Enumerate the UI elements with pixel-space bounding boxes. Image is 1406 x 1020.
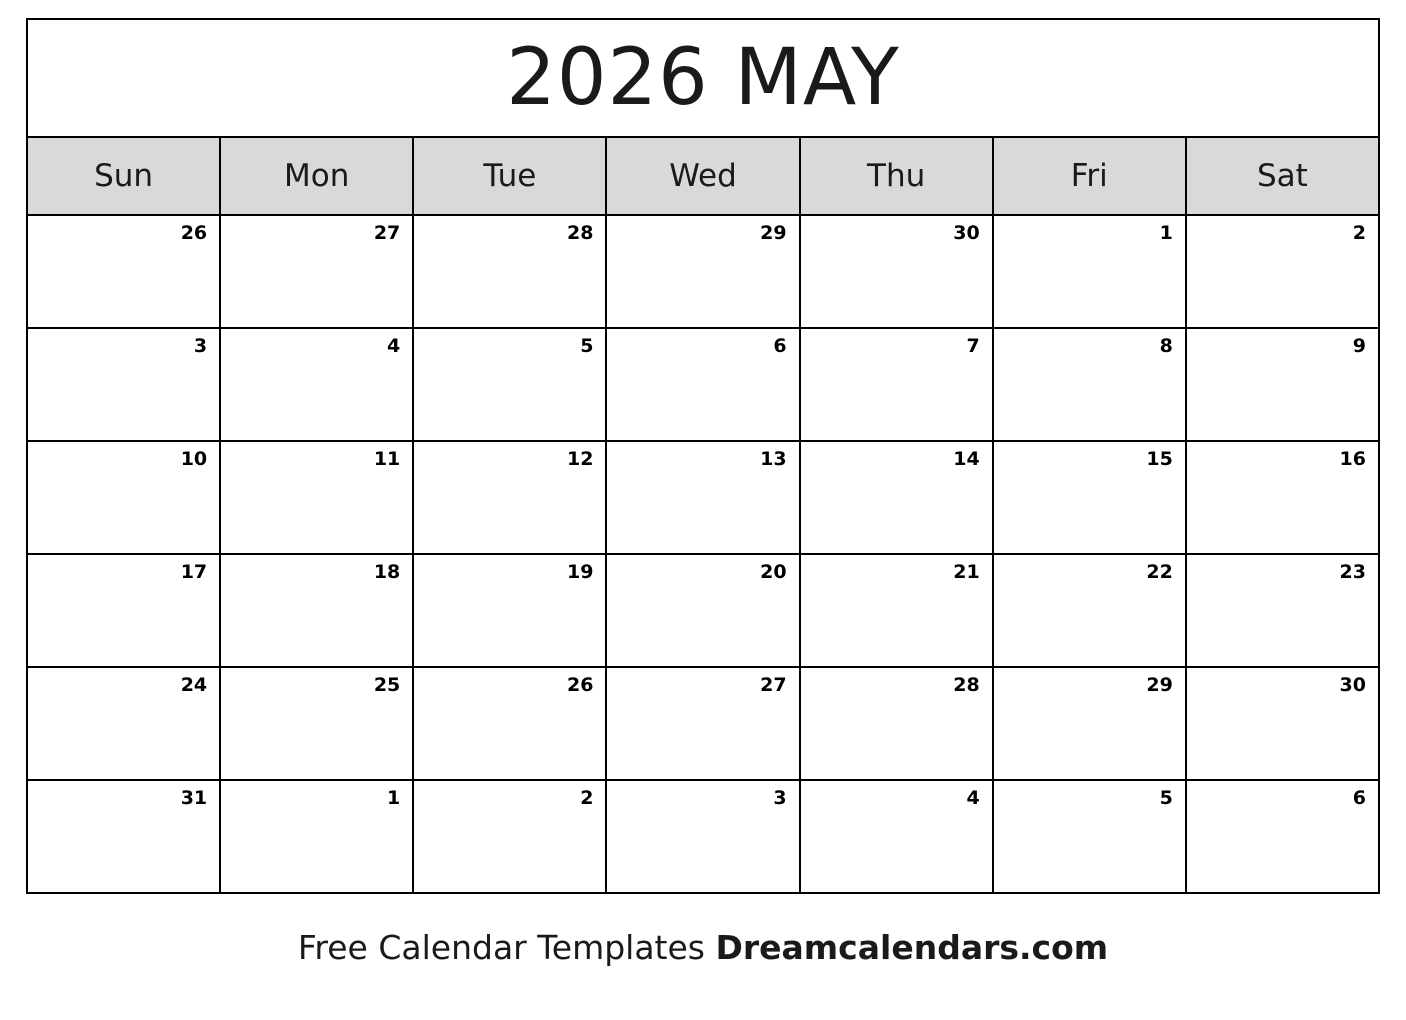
day-number: 1 (387, 787, 401, 809)
calendar-day-cell[interactable] (993, 667, 1186, 780)
day-number: 15 (1146, 448, 1173, 470)
calendar-day-cell[interactable] (1186, 328, 1379, 441)
day-number: 21 (953, 561, 980, 583)
calendar-week-row (27, 554, 1379, 667)
calendar-day-cell[interactable] (27, 215, 220, 328)
day-number: 29 (1146, 674, 1173, 696)
calendar-day-cell[interactable] (27, 441, 220, 554)
calendar-day-cell[interactable] (220, 554, 413, 667)
day-number: 2 (580, 787, 594, 809)
calendar-body (27, 215, 1379, 893)
calendar-day-cell[interactable] (413, 780, 606, 893)
day-number: 18 (373, 561, 401, 583)
day-number: 22 (1146, 561, 1173, 583)
calendar-day-cell[interactable] (1186, 667, 1379, 780)
day-number: 4 (387, 335, 401, 357)
calendar-day-cell[interactable] (220, 780, 413, 893)
calendar-day-cell[interactable] (800, 780, 993, 893)
calendar-day-cell[interactable] (1186, 554, 1379, 667)
calendar-day-cell[interactable] (220, 667, 413, 780)
calendar-day-cell[interactable] (993, 215, 1186, 328)
day-number: 3 (773, 787, 787, 809)
day-number: 4 (966, 787, 980, 809)
day-number: 13 (760, 448, 787, 470)
weekday-header-sat: Sat (1186, 137, 1379, 215)
day-number: 7 (966, 335, 980, 357)
day-number: 6 (773, 335, 787, 357)
day-number: 31 (180, 787, 208, 809)
calendar-day-cell[interactable] (220, 441, 413, 554)
weekday-header-mon: Mon (220, 137, 413, 215)
calendar-day-cell[interactable] (27, 554, 220, 667)
calendar-day-cell[interactable] (993, 780, 1186, 893)
calendar-day-cell[interactable] (606, 667, 799, 780)
calendar-day-cell[interactable] (993, 328, 1186, 441)
calendar-day-cell[interactable] (606, 215, 799, 328)
calendar-day-cell[interactable] (993, 554, 1186, 667)
day-number: 9 (1352, 335, 1366, 357)
calendar-day-cell[interactable] (800, 328, 993, 441)
day-number: 14 (953, 448, 980, 470)
calendar-grid (26, 136, 1380, 894)
day-number: 1 (1159, 222, 1173, 244)
day-number: 5 (580, 335, 594, 357)
calendar-day-cell[interactable] (1186, 780, 1379, 893)
calendar-day-cell[interactable] (27, 667, 220, 780)
day-number: 19 (566, 561, 594, 583)
day-number: 12 (566, 448, 594, 470)
day-number: 16 (1339, 448, 1366, 470)
calendar-day-cell[interactable] (413, 554, 606, 667)
footer-brand: Dreamcalendars.com (715, 928, 1109, 967)
calendar-day-cell[interactable] (606, 441, 799, 554)
calendar-day-cell[interactable] (606, 554, 799, 667)
calendar-day-cell[interactable] (800, 215, 993, 328)
calendar-day-cell[interactable] (413, 328, 606, 441)
calendar-day-cell[interactable] (800, 667, 993, 780)
day-number: 6 (1352, 787, 1366, 809)
calendar-day-cell[interactable] (27, 780, 220, 893)
day-number: 28 (566, 222, 594, 244)
day-number: 24 (180, 674, 208, 696)
calendar-day-cell[interactable] (606, 328, 799, 441)
weekday-header-fri: Fri (993, 137, 1186, 215)
weekday-header-thu: Thu (800, 137, 993, 215)
calendar-title-bar (26, 18, 1380, 136)
day-number: 28 (953, 674, 980, 696)
day-number: 17 (180, 561, 208, 583)
calendar-day-cell[interactable] (27, 328, 220, 441)
calendar-week-row (27, 328, 1379, 441)
day-number: 10 (180, 448, 208, 470)
calendar-container (26, 18, 1380, 894)
weekday-header-tue: Tue (413, 137, 606, 215)
day-number: 23 (1339, 561, 1366, 583)
footer (0, 928, 1406, 967)
calendar-day-cell[interactable] (993, 441, 1186, 554)
day-number: 5 (1159, 787, 1173, 809)
calendar-day-cell[interactable] (606, 780, 799, 893)
day-number: 11 (373, 448, 401, 470)
calendar-week-row (27, 780, 1379, 893)
day-number: 8 (1159, 335, 1173, 357)
day-number: 2 (1352, 222, 1366, 244)
calendar-day-cell[interactable] (413, 215, 606, 328)
calendar-week-row (27, 441, 1379, 554)
calendar-week-row (27, 215, 1379, 328)
calendar-day-cell[interactable] (220, 328, 413, 441)
calendar-day-cell[interactable] (800, 441, 993, 554)
day-number: 26 (566, 674, 594, 696)
calendar-day-cell[interactable] (220, 215, 413, 328)
calendar-week-row (27, 667, 1379, 780)
calendar-header-row (27, 137, 1379, 215)
calendar-day-cell[interactable] (1186, 441, 1379, 554)
day-number: 26 (180, 222, 208, 244)
calendar-day-cell[interactable] (1186, 215, 1379, 328)
day-number: 27 (373, 222, 401, 244)
day-number: 30 (953, 222, 980, 244)
day-number: 20 (760, 561, 787, 583)
day-number: 25 (373, 674, 401, 696)
weekday-header-sun: Sun (27, 137, 220, 215)
weekday-header-wed: Wed (606, 137, 799, 215)
day-number: 30 (1339, 674, 1366, 696)
day-number: 3 (193, 335, 208, 357)
calendar-day-cell[interactable] (413, 667, 606, 780)
calendar-day-cell[interactable] (413, 441, 606, 554)
day-number: 29 (760, 222, 787, 244)
page-title: 2026 MAY (506, 33, 900, 123)
footer-tagline: Free Calendar Templates (297, 928, 716, 967)
day-number: 27 (760, 674, 787, 696)
calendar-day-cell[interactable] (800, 554, 993, 667)
